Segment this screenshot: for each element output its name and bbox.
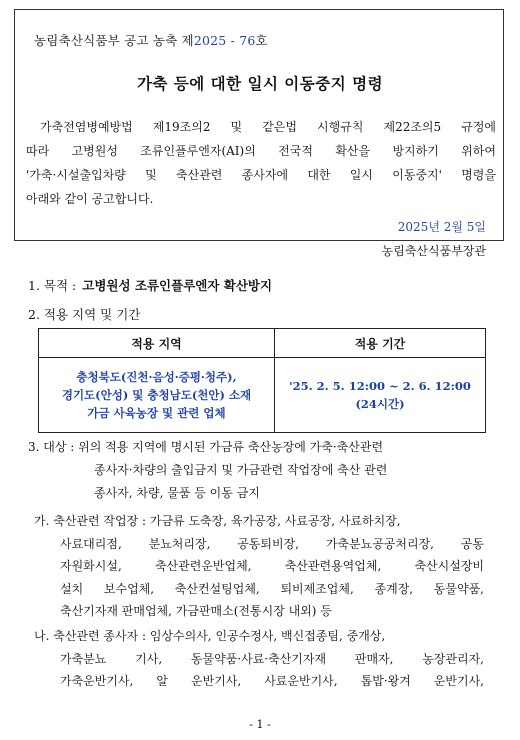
scope-header-period: 적용 기간 xyxy=(275,329,486,358)
scope-period-line: '25. 2. 5. 12:00 ~ 2. 6. 12:00 xyxy=(289,379,471,393)
scope-header-region: 적용 지역 xyxy=(39,329,275,358)
scope-table-row xyxy=(39,358,486,433)
page-title: 가축 등에 대한 일시 이동중지 명령 xyxy=(136,74,384,93)
scope-region-cell xyxy=(39,358,275,433)
notice-prefix: 농림축산식품부 공고 농축 제 xyxy=(34,33,194,48)
scope-period-line: (24시간) xyxy=(355,397,405,411)
subsection-workers xyxy=(34,625,484,693)
intro-line: 따라 고병원성 조류인플루엔자(AI)의 전국적 확산을 방지하기 위하여 xyxy=(26,144,496,158)
scope-region-line: 가금 사육농장 및 관련 업체 xyxy=(87,406,226,420)
intro-paragraph xyxy=(26,115,496,211)
section-target-line: 종사자, 차량, 물품 등 이동 금지 xyxy=(94,486,260,500)
subsection-workplaces-line: 축산기자재 판매업체, 가금판매소(전통시장 내외) 등 xyxy=(60,604,332,619)
intro-line: 아래와 같이 공고합니다. xyxy=(26,192,154,206)
section-target-line: 종사자·차량의 출입금지 및 가금관련 작업장에 축산 관련 xyxy=(94,463,388,477)
notice-number: 2025 - 76 xyxy=(193,33,256,48)
subsection-workplaces xyxy=(34,510,484,623)
subsection-workplaces-line: 설치 보수업체, 축산컨설팅업체, 퇴비제조업체, 종계장, 동물약품, xyxy=(60,581,484,596)
section-scope-label: 2. 적용 지역 및 기간 xyxy=(28,307,141,322)
issuer: 농림축산식품부장관 xyxy=(381,244,486,258)
section-purpose-label: 1. 목적 : xyxy=(28,278,77,293)
section-target xyxy=(28,436,498,505)
notice-suffix: 호 xyxy=(255,33,268,48)
section-target-line: 3. 대상 : 위의 적용 지역에 명시된 가금류 축산농장에 가축·축산관련 xyxy=(28,440,384,454)
subsection-workplaces-line: 자원화시설, 축산관련운반업체, 축산관련용역업체, 축산시설장비 xyxy=(60,559,484,574)
page-number: - 1 - xyxy=(249,718,271,731)
scope-table-header-row xyxy=(39,329,486,358)
subsection-workers-line: 나. 축산관련 종사자 : 임상수의사, 인공수정사, 백신접종팀, 중개상, xyxy=(34,629,386,643)
issue-date: 2025년 2월 5일 xyxy=(397,220,486,234)
intro-line: 가축전염병예방법 제19조의2 및 같은법 시행규칙 제22조의5 규정에 xyxy=(40,120,496,134)
intro-line: '가축·시설출입차량 및 축산관련 종사자에 대한 일시 이동중지' 명령을 xyxy=(26,168,496,182)
subsection-workers-line: 가축분뇨 기사, 동물약품·사료·축산기자재 판매자, 농장관리자, xyxy=(60,651,484,666)
subsection-workplaces-line: 가. 축산관련 작업장 : 가금류 도축장, 육가공장, 사료공장, 사료하치장, xyxy=(34,514,401,528)
scope-region-line: 충청북도(진천·음성·증평·청주), xyxy=(76,370,237,384)
section-purpose-text: 고병원성 조류인플루엔자 확산방지 xyxy=(82,278,273,293)
scope-period-cell xyxy=(275,358,486,433)
subsection-workers-line: 가축운반기사, 알 운반기사, 사료운반기사, 톱밥·왕겨 운반기사, xyxy=(60,674,484,689)
scope-region-line: 경기도(안성) 및 충청남도(천안) 소재 xyxy=(61,388,252,402)
notice-number-line xyxy=(34,31,268,49)
section-purpose xyxy=(28,276,272,294)
scope-table xyxy=(38,328,486,433)
subsection-workplaces-line: 사료대리점, 분뇨처리장, 공동퇴비장, 가축분뇨공공처리장, 공동 xyxy=(60,536,484,551)
